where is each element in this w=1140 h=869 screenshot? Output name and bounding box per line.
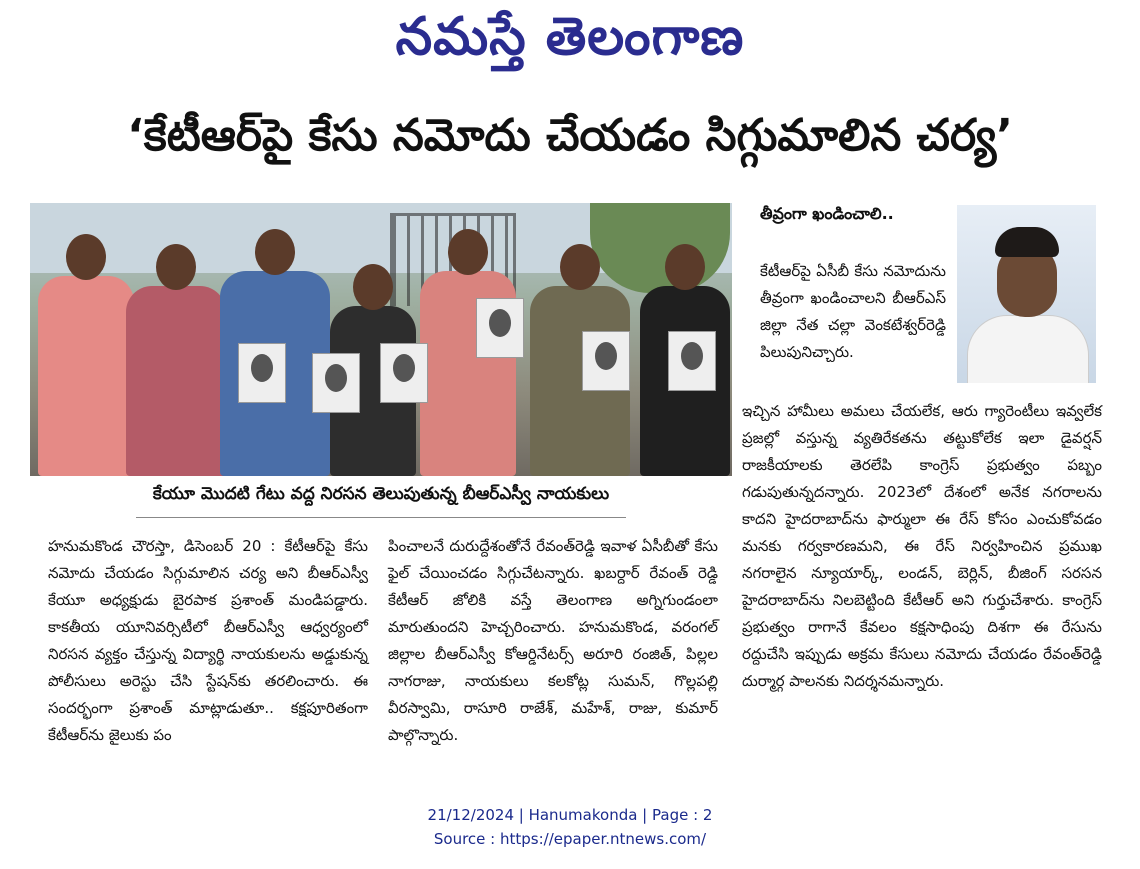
article-headline: ‘కేటీఆర్‌పై కేసు నమోదు చేయడం సిగ్గుమాలిన చర్య’	[127, 110, 1013, 161]
article-column-1: హనుమకొండ చౌరస్తా, డిసెంబర్ 20 : కేటీఆర్‌పై కేసు నమోదు చేయడం సిగ్గుమాలిన చర్య అని బీఆర్‌ఎస్వీ కేయూ అధ్యక్షుడు బైరపాక ప్రశాంత్ మండిపడ్డారు. కాకతీయ యూనివర్సిటీలో బీఆర్‌ఎస్వీ ఆధ్వర్యంలో నిరసన వ్యక్తం చేస్తున్న విద్యార్థి నాయకులను అడ్డుకున్న పోలీసులు అరెస్టు చేసి స్టేషన్‌కు తరలించారు. ఈ సందర్భంగా ప్రశాంత్ మాట్లాడుతూ.. కక్షపూరితంగా కేటీఆర్‌ను జైలుకు పం	[48, 537, 368, 744]
article-column-3-body: ఇచ్చిన హామీలు అమలు చేయలేక, ఆరు గ్యారెంటీలు ఇవ్వలేక ప్రజల్లో వస్తున్న వ్యతిరేకతను తట్టుకోలేక ఇలా డైవర్షన్ రాజకీయాలకు తెరలేపి కాంగ్రెస్ ప్రభుత్వం పబ్బం గడుపుతున్నదన్నారు. 2023లో దేశంలో అనేక నగరాలను కాదని హైదరాబాద్‌ను ఫార్ములా ఈ రేస్ కోసం ఎంచుకోవడం మనకు గర్వకారణమని, ఈ రేస్ నిర్వహించిన ప్రముఖ నగరాలైన న్యూయార్క్, లండన్, బెర్లిన్, బీజింగ్ సరసన హైదరాబాద్‌ను నిలబెట్టింది కేటీఆర్ అని గుర్తుచేశారు. కాంగ్రెస్ ప్రభుత్వం రాగానే కేవలం కక్షసాధింపు దిశగా ఈ రేసును రద్దుచేసి ఇప్పుడు అక్రమ కేసులు నమోదు చేయడం రేవంత్‌రెడ్డి దుర్మార్గ పాలనకు నిదర్శనమన్నారు.	[742, 402, 1102, 690]
article-column-3-top: కేటీఆర్‌పై ఏసీబీ కేసు నమోదును తీవ్రంగా ఖండించాలని బీఆర్‌ఎస్ జిల్లా నేత చల్లా వెంకటేశ్వర్‌రెడ్డి పిలుపునిచ్చారు.	[760, 262, 946, 361]
footer-source-line: Source : https://epaper.ntnews.com/	[433, 830, 707, 848]
masthead-logo: నమస్తే తెలంగాణ	[395, 6, 745, 67]
side-subheading: తీవ్రంగా ఖండించాలి..	[760, 204, 894, 223]
protest-photo	[30, 203, 732, 476]
caption-divider	[136, 517, 626, 518]
photo-caption: కేయూ మొదటి గేటు వద్ద నిరసన తెలుపుతున్న బీఆర్‌ఎస్వీ నాయకులు	[152, 484, 610, 504]
leader-portrait	[957, 205, 1096, 383]
article-column-2: పించాలనే దురుద్దేశంతోనే రేవంత్‌రెడ్డి ఇవాళ ఏసీబీతో కేసు ఫైల్ చేయించడం సిగ్గుచేటన్నారు. ఖబర్దార్ రేవంత్ రెడ్డి కేటీఆర్ జోలికి వస్తే తెలంగాణ అగ్నిగుండంలా మారుతుందని హెచ్చరించారు. హనుమకొండ, వరంగల్ జిల్లాల బీఆర్‌ఎస్వీ కోఆర్డినేటర్స్ అరూరి రంజిత్, పిల్లల నాగరాజు, నాయకులు కలకోట్ల సుమన్, గొల్లపల్లి వీరస్వామి, రాసూరి రాజేశ్, మహేశ్, రాజు, కుమార్ పాల్గొన్నారు.	[388, 537, 718, 744]
footer-date-line: 21/12/2024 | Hanumakonda | Page : 2	[427, 806, 713, 824]
